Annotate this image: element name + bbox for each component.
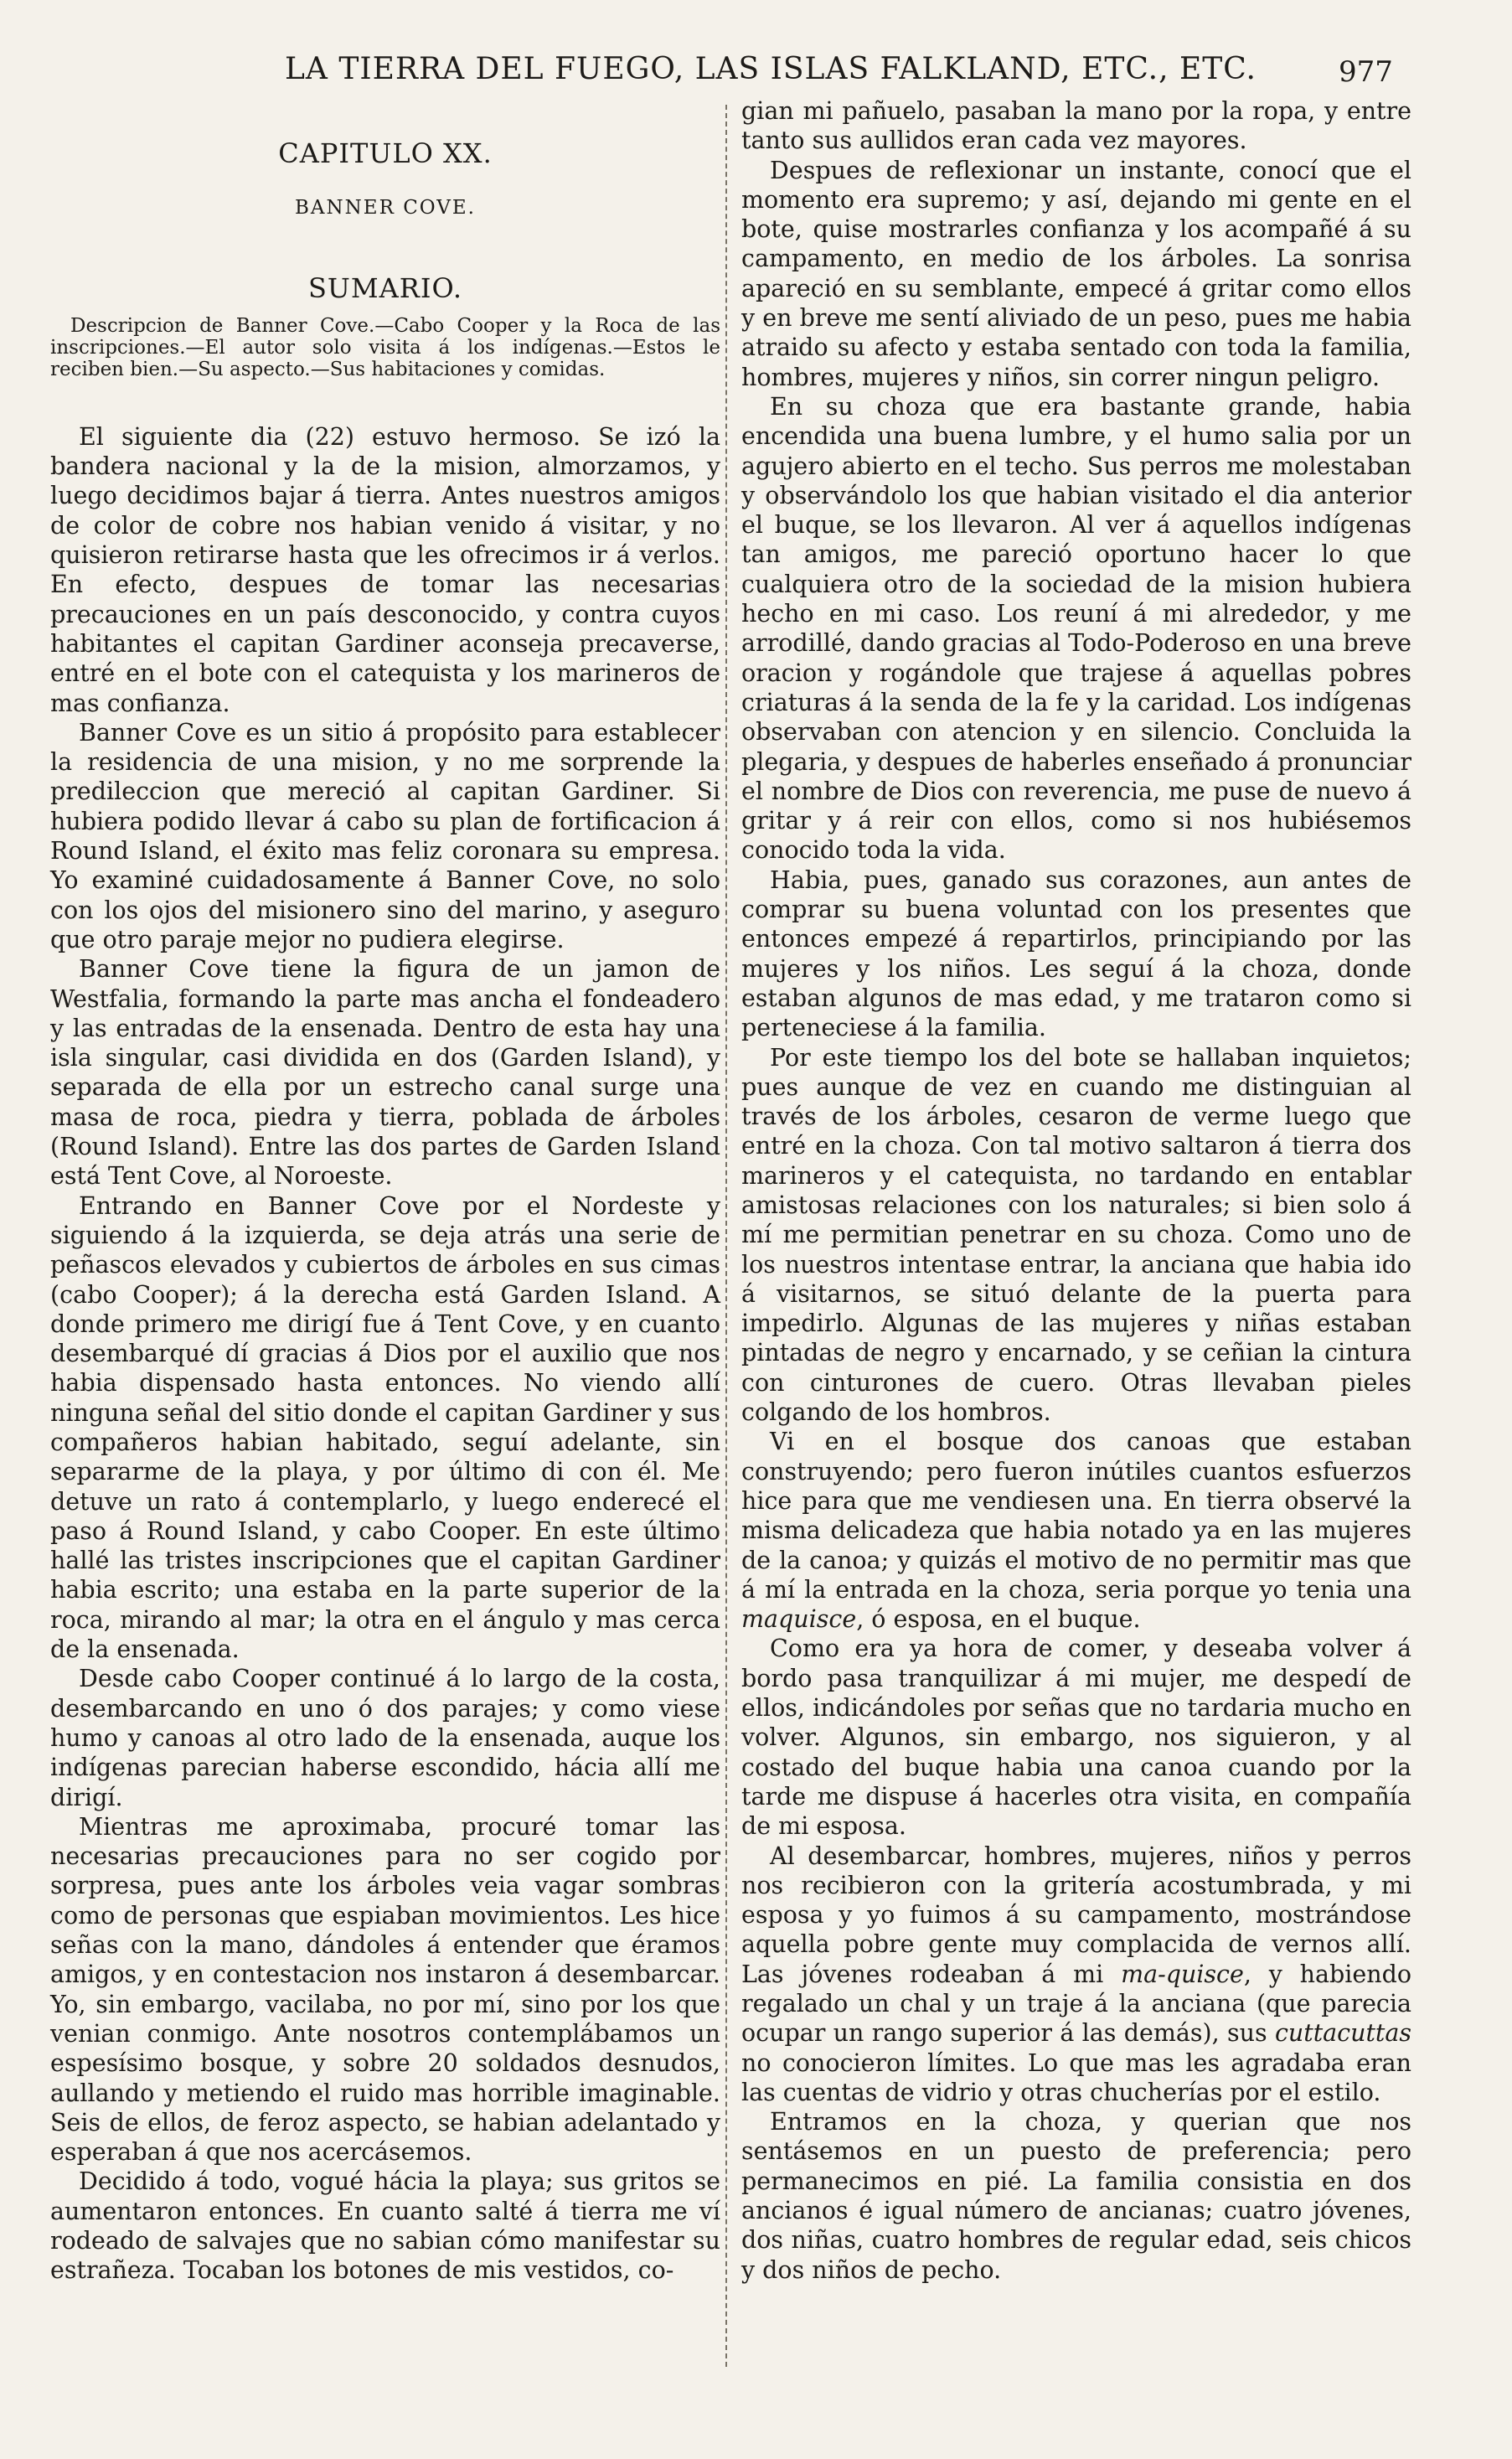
paragraph: Decidido á todo, vogué hácia la playa; sus gritos se aumentaron entonces. En cuanto salté á tierra me ví rodeado de salvajes que no sabian cómo manifestar su estrañeza. Tocaban los botones de mis vestidos, co- <box>50 2167 720 2285</box>
paragraph: Mientras me aproximaba, procuré tomar las necesarias precauciones para no ser cogido por sorpresa, pues ante los árboles veia vagar sombras como de personas que espiaban movimientos. Les hice señas con la mano, dándoles á entender que éramos amigos, y en contestacion nos instaron á desembarcar. Yo, sin embargo, vacilaba, no por mí, sino por los que venian conmigo. Ante nosotros contemplábamos un espesísimo bosque, y sobre 20 soldados desnudos, aullando y metiendo el ruido mas horrible imaginable. Seis de ellos, de feroz aspecto, se habian adelantado y esperaban á que nos acercásemos. <box>50 1812 720 2167</box>
paragraph: Habia, pues, ganado sus corazones, aun antes de comprar su buena voluntad con los presentes que entonces empezé á repartirlos, principiando por las mujeres y los niños. Les seguí á la choza, donde estaban algunos de mas edad, y me trataron como si perteneciese á la familia. <box>741 865 1411 1042</box>
running-title: LA TIERRA DEL FUEGO, LAS ISLAS FALKLAND, ETC., ETC. <box>285 52 1257 86</box>
paragraph: El siguiente dia (22) estuvo hermoso. Se izó la bandera nacional y la de la mision, almorzamos, y luego decidimos bajar á tierra. Antes nuestros amigos de color de cobre nos habian venido á visitar, y no quisieron retirarse hasta que les ofrecimos ir á verlos. En efecto, despues de tomar las necesarias precauciones en un país desconocido, y contra cuyos habitantes el capitan Gardiner aconseja precaverse, entré en el bote con el catequista y los marineros de mas confianza. <box>50 422 720 717</box>
paragraph-text: , ó esposa, en el buque. <box>856 1605 1141 1634</box>
page-number: 977 <box>1339 55 1393 89</box>
paragraph: Entrando en Banner Cove por el Nordeste y siguiendo á la izquierda, se deja atrás una serie de peñascos elevados y cubiertos de árboles en sus cimas (cabo Cooper); á la derecha está Garden Island. A donde primero me dirigí fue á Tent Cove, y en cuanto desembarqué dí gracias á Dios por el auxilio que nos habia dispensado hasta entonces. No viendo allí ninguna señal del sitio donde el capitan Gardiner y sus compañeros habian habitado, seguí adelante, sin separarme de la playa, y por último di con él. Me detuve un rato á contemplarlo, y luego enderecé el paso á Round Island, y cabo Cooper. En este último hallé las tristes inscripciones que el capitan Gardiner habia escrito; una estaba en la parte superior de la roca, mirando al mar; la otra en el ángulo y mas cerca de la ensenada. <box>50 1191 720 1664</box>
paragraph: Despues de reflexionar un instante, conocí que el momento era supremo; y así, dejando mi gente en el bote, quise mostrarles confianza y los acompañé á su campamento, en medio de los árboles. La sonrisa apareció en su semblante, empecé á gritar como ellos y en breve me sentí aliviado de un peso, pues me habia atraido su afecto y estaba sentado con toda la familia, hombres, mujeres y niños, sin correr ningun peligro. <box>741 156 1411 391</box>
paragraph: Por este tiempo los del bote se hallaban inquietos; pues aunque de vez en cuando me distinguian al través de los árboles, cesaron de verme luego que entré en la choza. Con tal motivo saltaron á tierra dos marineros y el catequista, no tardando en entablar amistosas relaciones con los naturales; si bien solo á mí me permitian penetrar en su choza. Como uno de los nuestros intentase entrar, la anciana que habia ido á visitarnos, se situó delante de la puerta para impedirlo. Algunas de las mujeres y niñas estaban pintadas de negro y encarnado, y se ceñian la cintura con cinturones de cuero. Otras llevaban pieles colgando de los hombros. <box>741 1043 1411 1427</box>
paragraph-text: Al desembarcar, hombres, mujeres, niños y perros nos recibieron con la gritería acostumbrada, y mi esposa y yo fuimos á su campamento, mostrándose aquella pobre gente muy complacida de vernos allí. Las jóvenes rodeaban á mi <box>741 1842 1411 1988</box>
paragraph: Banner Cove tiene la figura de un jamon de Westfalia, formando la parte mas ancha el fondeadero y las entradas de la ensenada. Dentro de esta hay una isla singular, casi dividida en dos (Garden Island), y separada de ella por un estrecho canal surge una masa de roca, piedra y tierra, poblada de árboles (Round Island). Entre las dos partes de Garden Island está Tent Cove, al Noroeste. <box>50 955 720 1191</box>
chapter-subtitle: BANNER COVE. <box>295 197 476 220</box>
paragraph <box>741 1842 1411 2108</box>
italic-term: maquisce <box>741 1605 857 1634</box>
paragraph: gian mi pañuelo, pasaban la mano por la ropa, y entre tanto sus aullidos eran cada vez mayores. <box>741 97 1411 155</box>
paragraph: Entramos en la choza, y querian que nos sentásemos en un puesto de preferencia; pero permanecimos en pié. La familia consistia en dos ancianos é igual número de ancianas; cuatro jóvenes, dos niñas, cuatro hombres de regular edad, seis chicos y dos niños de pecho. <box>741 2108 1411 2284</box>
italic-term: cuttacuttas <box>1274 2019 1411 2048</box>
paragraph: Desde cabo Cooper continué á lo largo de la costa, desembarcando en uno ó dos parajes; y como viese humo y canoas al otro lado de la ensenada, auque los indígenas parecian haberse escondido, hácia allí me dirigí. <box>50 1665 720 1811</box>
paragraph-text: no conocieron límites. Lo que mas les agradaba eran las cuentas de vidrio y otras chucherías por el estilo. <box>741 2048 1411 2106</box>
chapter-title: CAPITULO XX. <box>278 137 493 169</box>
column-divider <box>725 105 727 2367</box>
paragraph <box>741 1427 1411 1634</box>
paragraph-text: , y habiendo regalado un chal y un traje á la anciana (que parecia ocupar un rango superior á las demás), sus <box>741 1960 1412 2048</box>
italic-term: ma-quisce <box>1121 1960 1244 1988</box>
summary-text: Descripcion de Banner Cove.—Cabo Cooper y la Roca de las inscripciones.—El autor solo visita á los indígenas.—Estos le reciben bien.—Su aspecto.—Sus habitaciones y comidas. <box>50 314 720 380</box>
paragraph-text: Vi en el bosque dos canoas que estaban construyendo; pero fueron inútiles cuantos esfuerzos hice para que me vendiesen una. En tierra observé la misma delicadeza que habia notado ya en las mujeres de la canoa; y quizás el motivo de no permitir mas que á mí la entrada en la choza, seria porque yo tenia una <box>741 1428 1411 1604</box>
right-column <box>741 96 1411 2285</box>
paragraph: Banner Cove es un sitio á propósito para establecer la residencia de una mision, y no me sorprende la predileccion que mereció al capitan Gardiner. Si hubiera podido llevar á cabo su plan de fortificacion á Round Island, el éxito mas feliz coronara su empresa. Yo examiné cuidadosamente á Banner Cove, no solo con los ojos del misionero sino del marino, y aseguro que otro paraje mejor no pudiera elegirse. <box>50 718 720 953</box>
paragraph: Como era ya hora de comer, y deseaba volver á bordo pasa tranquilizar á mi mujer, me despedí de ellos, indicándoles por señas que no tardaria mucho en volver. Algunos, sin embargo, nos siguieron, y al costado del buque habia una canoa cuando por la tarde me dispuse á hacerles otra visita, en compañía de mi esposa. <box>741 1635 1411 1841</box>
summary-title: SUMARIO. <box>307 271 463 304</box>
paragraph: En su choza que era bastante grande, habia encendida una buena lumbre, y el humo salia por un agujero abierto en el techo. Sus perros me molestaban y observándolo los que habian visitado el dia anterior el buque, se los llevaron. Al ver á aquellos indígenas tan amigos, me pareció oportuno hacer lo que cualquiera otro de la sociedad de la mision hubiera hecho en mi caso. Los reuní á mi alrededor, y me arrodillé, dando gracias al Todo-Poderoso en una breve oracion y rogándole que trajese á aquellas pobres criaturas á la senda de la fe y la caridad. Los indígenas observaban con atencion y en silencio. Concluida la plegaria, y despues de haberles enseñado á pronunciar el nombre de Dios con reverencia, me puse de nuevo á gritar y á reir con ellos, como si nos hubiésemos conocido toda la vida. <box>741 392 1411 865</box>
left-column <box>50 134 720 2286</box>
